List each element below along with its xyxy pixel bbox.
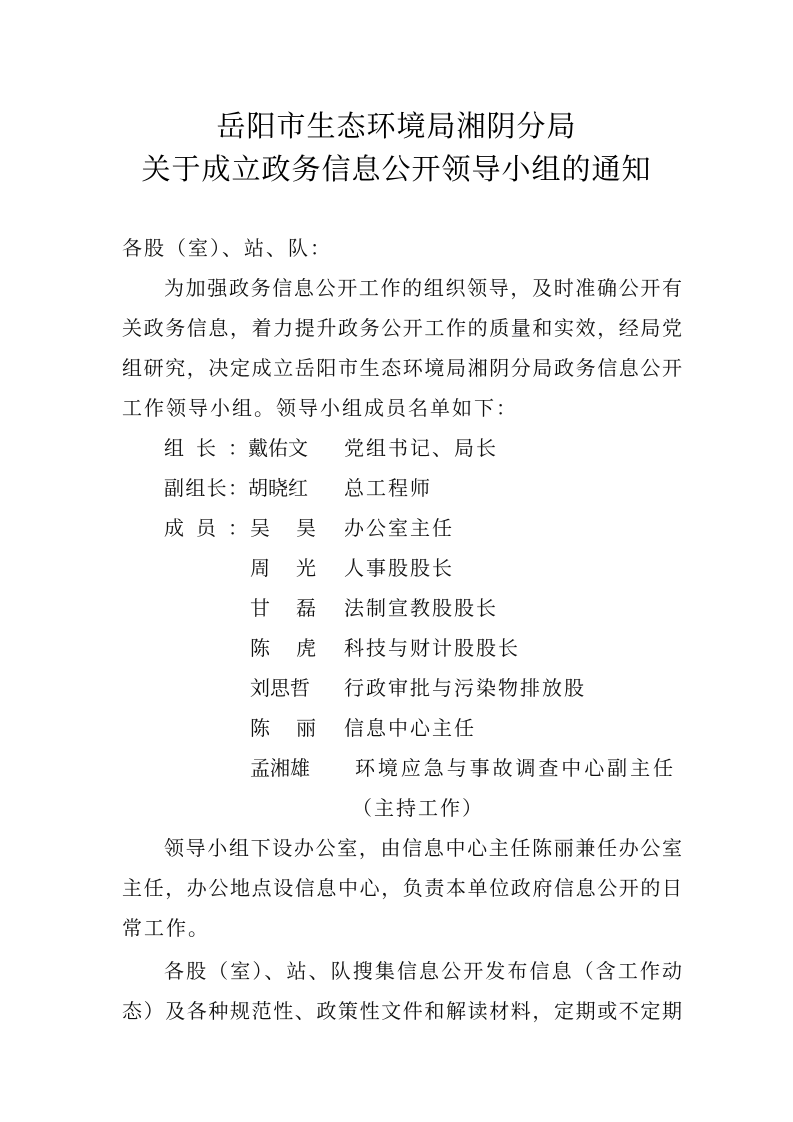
member-name: 甘磊 (250, 596, 316, 620)
member-role: 信息中心主任 (344, 716, 476, 740)
paragraph-line: 组研究，决定成立岳阳市生态环境局湘阴分局政务信息公开 (122, 356, 682, 380)
member-name: 陈虎 (250, 636, 316, 660)
document-title-line1: 岳阳市生态环境局湘阴分局 (216, 109, 577, 143)
paragraph-line: 常工作。 (122, 916, 210, 940)
member-name: 戴佑文 (248, 436, 308, 460)
member-role: 法制宣教股股长 (344, 596, 498, 620)
paragraph-line: 各股（室）、站、队搜集信息公开发布信息（含工作动 (164, 959, 682, 983)
member-name: 刘思哲 (250, 676, 310, 700)
member-name: 陈丽 (250, 716, 316, 740)
paragraph-line: 态）及各种规范性、政策性文件和解读材料，定期或不定期 (122, 999, 682, 1023)
paragraph-line: 关政务信息，着力提升政务公开工作的质量和实效，经局党 (122, 316, 682, 340)
paragraph-line: 为加强政务信息公开工作的组织领导，及时准确公开有 (164, 276, 682, 300)
member-role-continuation: （主持工作） (352, 796, 484, 820)
member-role: 办公室主任 (344, 516, 454, 540)
member-label: 组长： (164, 436, 248, 460)
member-role: 党组书记、局长 (344, 436, 498, 460)
member-name: 吴昊 (250, 516, 316, 540)
member-role: 科技与财计股股长 (344, 636, 520, 660)
member-name: 胡晓红 (248, 476, 308, 500)
member-role: 环境应急与事故调查中心副主任 (355, 756, 673, 780)
member-role: 人事股股长 (344, 556, 454, 580)
member-label: 副组长： (164, 476, 248, 500)
member-role: 行政审批与污染物排放股 (344, 676, 586, 700)
member-label: 成员： (164, 516, 248, 540)
document-title-line2: 关于成立政务信息公开领导小组的通知 (141, 152, 652, 186)
salutation: 各股（室）、站、队： (122, 236, 332, 260)
paragraph-line: 工作领导小组。领导小组成员名单如下： (122, 396, 518, 420)
member-name: 孟湘雄 (250, 756, 310, 780)
member-role: 总工程师 (344, 476, 432, 500)
paragraph-line: 领导小组下设办公室，由信息中心主任陈丽兼任办公室 (164, 836, 682, 860)
member-name: 周光 (250, 556, 316, 580)
paragraph-line: 主任，办公地点设信息中心，负责本单位政府信息公开的日 (122, 876, 682, 900)
